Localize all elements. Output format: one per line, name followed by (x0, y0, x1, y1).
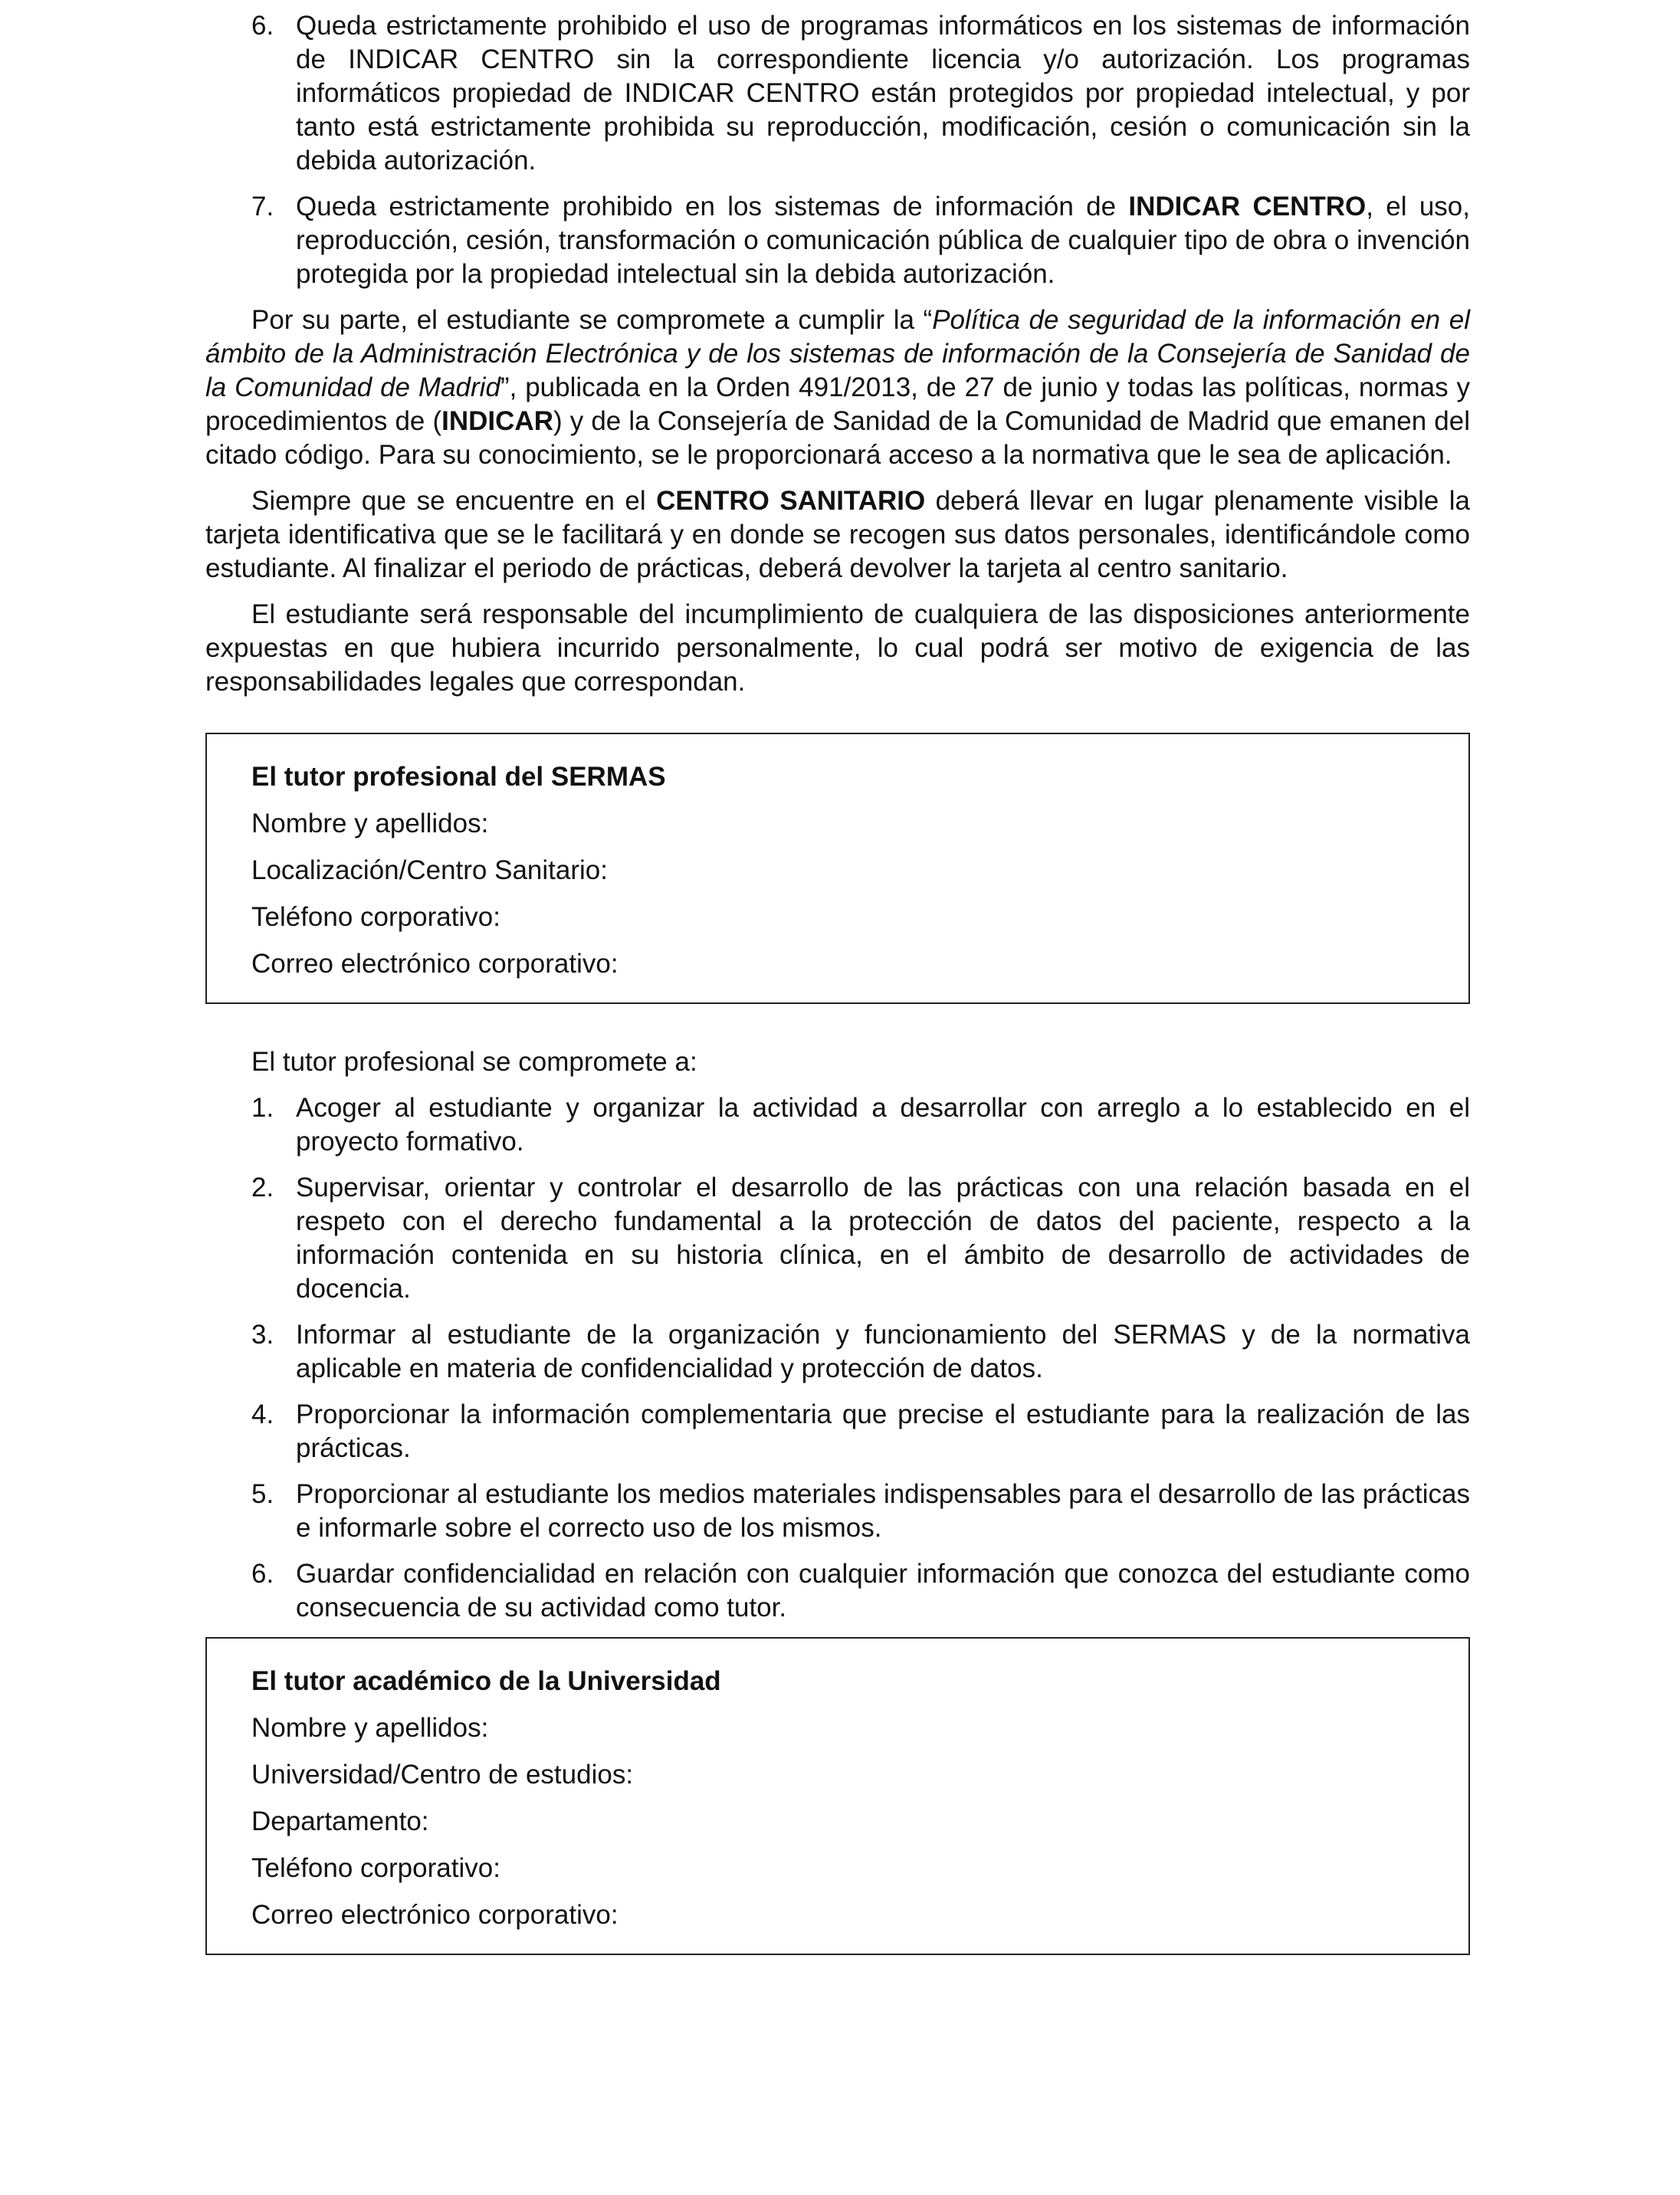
id-card-paragraph-pre: Siempre que se encuentre en el (251, 486, 657, 516)
list-item (205, 1091, 1470, 1159)
policy-title-italic: Política de seguridad de la información en el ámbito de la Administración Electrónica y de los sistemas de información de la Consejería de Sanidad de la Comunidad de Madrid (205, 305, 1470, 402)
policy-paragraph (205, 303, 1470, 472)
sermas-tutor-box (205, 733, 1470, 1004)
list-item-number: 6. (251, 1559, 274, 1589)
university-phone-field: Teléfono corporativo: (251, 1853, 500, 1883)
list-item-text: Acoger al estudiante y organizar la actividad a desarrollar con arreglo a lo establecido en el proyecto formativo. (296, 1093, 1470, 1157)
sermas-tutor-title: El tutor profesional del SERMAS (251, 762, 666, 792)
prohibitions-list (205, 9, 1470, 291)
tutor-commitments-list (205, 1091, 1470, 1625)
sermas-email-field: Correo electrónico corporativo: (251, 949, 619, 979)
list-item-number: 2. (251, 1173, 274, 1202)
university-tutor-box (205, 1637, 1470, 1955)
university-email-field: Correo electrónico corporativo: (251, 1900, 619, 1930)
list-item-number: 5. (251, 1479, 274, 1509)
list-item-text: Supervisar, orientar y controlar el desarrollo de las prácticas con una relación basada en el respeto con el derecho fundamental a la protección de datos del paciente, respecto a la información contenida en su historia clínica, en el ámbito de desarrollo de actividades de docencia. (296, 1173, 1470, 1304)
list-item (205, 1478, 1470, 1545)
list-item-text: Queda estrictamente prohibido el uso de programas informáticos en los sistemas de información de INDICAR CENTRO sin la correspondiente licencia y/o autorización. Los programas informáticos propiedad de INDICAR CENTRO están protegidos por propiedad intelectual, y por tanto está estrictamente prohibida su reproducción, modificación, cesión o comunicación sin la debida autorización. (296, 11, 1470, 176)
sermas-location-field: Localización/Centro Sanitario: (251, 855, 608, 885)
sermas-name-field: Nombre y apellidos: (251, 809, 489, 838)
list-item-number: 3. (251, 1320, 274, 1350)
policy-paragraph-post: ) y de la Consejería de Sanidad de la Comunidad de Madrid que emanen del citado código. Para su conocimiento, se le proporcionará acceso a la normativa que le sea de aplicación. (205, 406, 1470, 470)
sermas-phone-field: Teléfono corporativo: (251, 902, 500, 932)
list-item (205, 9, 1470, 178)
list-item-text-bold: INDICAR CENTRO (1128, 192, 1367, 221)
list-item-number: 4. (251, 1399, 274, 1429)
policy-paragraph-mid: ”, publicada en la Orden 491/2013, de 27 de junio y todas las políticas, normas y procedimientos de ( (205, 372, 1471, 436)
university-tutor-title: El tutor académico de la Universidad (251, 1666, 721, 1696)
list-item-number: 1. (251, 1093, 274, 1123)
list-item (205, 190, 1470, 291)
list-item-text: Guardar confidencialidad en relación con cualquier información que conozca del estudiante como consecuencia de su actividad como tutor. (296, 1559, 1470, 1622)
policy-paragraph-bold: INDICAR (441, 406, 553, 436)
list-item-text-pre: Queda estrictamente prohibido en los sistemas de información de (296, 192, 1129, 221)
list-item-text-post: , el uso, reproducción, cesión, transformación o comunicación pública de cualquier tipo de obra o invención protegida por la propiedad intelectual sin la debida autorización. (296, 192, 1470, 289)
policy-paragraph-pre: Por su parte, el estudiante se compromete a cumplir la “ (251, 305, 933, 335)
list-item-text: Proporcionar al estudiante los medios materiales indispensables para el desarrollo de las prácticas e informarle sobre el correcto uso de los mismos. (296, 1479, 1470, 1543)
list-item-text: Informar al estudiante de la organización y funcionamiento del SERMAS y de la normativa aplicable en materia de confidencialidad y protección de datos. (296, 1320, 1470, 1383)
id-card-paragraph (205, 484, 1470, 586)
list-item (205, 1171, 1470, 1306)
list-item (205, 1318, 1470, 1386)
list-item-text: Proporcionar la información complementaria que precise el estudiante para la realización de las prácticas. (296, 1399, 1470, 1463)
list-item (205, 1398, 1470, 1465)
list-item (205, 1557, 1470, 1625)
university-center-field: Universidad/Centro de estudios: (251, 1760, 634, 1790)
list-item-number: 7. (251, 192, 274, 221)
tutor-intro: El tutor profesional se compromete a: (251, 1047, 697, 1077)
university-name-field: Nombre y apellidos: (251, 1713, 489, 1743)
document-content (205, 9, 1470, 1955)
id-card-paragraph-bold: CENTRO SANITARIO (656, 486, 926, 516)
list-item-number: 6. (251, 11, 274, 41)
university-department-field: Departamento: (251, 1806, 429, 1836)
responsibility-paragraph: El estudiante será responsable del incumplimiento de cualquiera de las disposiciones anteriormente expuestas en que hubiera incurrido personalmente, lo cual podrá ser motivo de exigencia de las responsabilidades legales que correspondan. (205, 599, 1470, 697)
id-card-paragraph-post: deberá llevar en lugar plenamente visible la tarjeta identificativa que se le facilitará y en donde se recogen sus datos personales, identificándole como estudiante. Al finalizar el periodo de prácticas, deberá devolver la tarjeta al centro sanitario. (205, 486, 1470, 583)
